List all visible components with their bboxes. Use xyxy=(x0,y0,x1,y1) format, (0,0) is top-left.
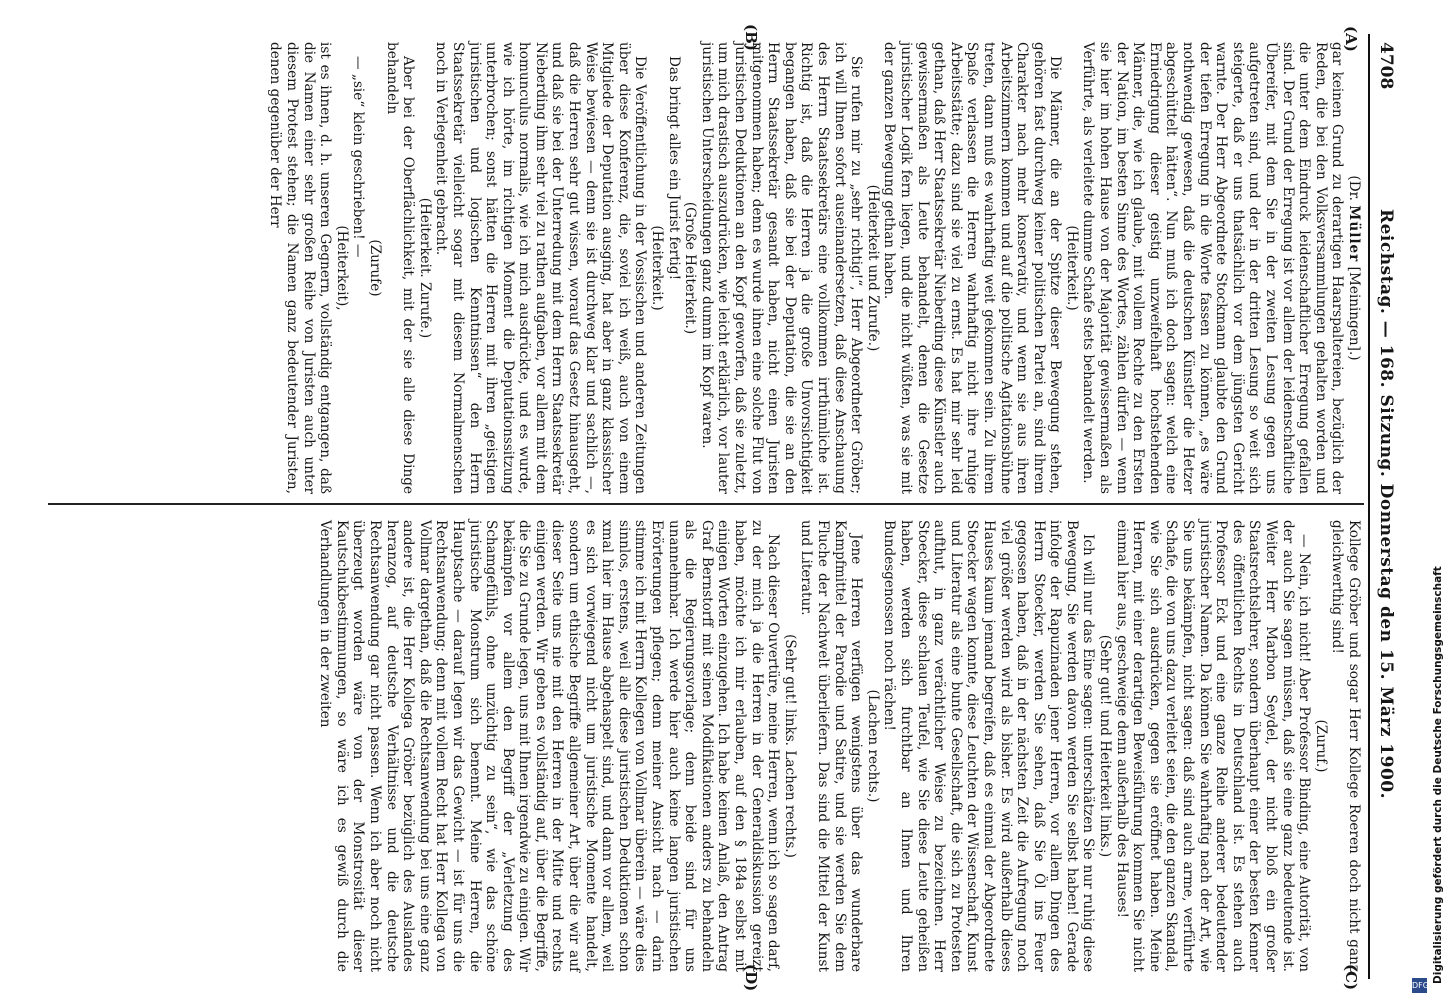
paragraph: — „sie“ klein geschrieben! — xyxy=(350,56,367,258)
remark: (Zurufe) xyxy=(366,239,383,297)
margin-letter-a: (A) xyxy=(1342,26,1360,52)
paragraph: Das bringt alles ein Jurist fertig! xyxy=(665,56,682,281)
remark: (Zuruf.) xyxy=(1312,719,1329,773)
paragraph: ist es ihnen, d. h. unseren Gegnern, vollständig entgangen, daß die Namen einer sehr großen Reihe von Juristen auch unter diesem Protest stehen; die Namen ganz bedeutender Juristen, denen gegenüber der Herr xyxy=(267,42,334,494)
remark: (Heiterkeit.) xyxy=(1063,225,1080,311)
paragraph: Sie rufen mir zu „sehr richtig!“, Herr Abgeordneter Gröber; ich will Ihnen sofort auseinandersetzen, daß diese Anschauung des Herrn Staatssekretärs eine vollkommen irrthümliche ist. Richtig ist, daß die Herren ja die große Unvorsichtigkeit begangen haben, daß sie bei der Deputation, die sie an den Herrn Staatssekretär gesandt haben, nicht einen Juristen mitgenommen haben; denn es wurde ihnen eine solche Flut von juristischen Deduktionen an den Kopf geworfen, daß sie zuletzt, um mich drastisch auszudrücken, wie leicht erklärlich, vor lauter juristischen Unterscheidungen ganz dumm im Kopf waren. xyxy=(698,42,865,494)
left-column xyxy=(52,42,1362,494)
paragraph: Ich will nur das Eine sagen: unterschätzen Sie nur ruhig diese Bewegung, Sie werden davon werden Sie selbst haben! Gerade infolge der Rapuzinaden jener Herren, vor allem Dingen des Herrn Stoecker, werden Sie sehen, daß Sie Öl ins Feuer gegossen haben, daß in der nächsten Zeit die Aufregung noch viel größer werden wird als bisher. Es wird außerhalb dieses Hauses kaum jemand begreifen, daß es einmal der Abgeordnete Stoecker wagen konnte, diese Leuchten der Wissenschaft, Kunst und Literatur als eine bunte Gesellschaft, die sich zu Protesten aufthut, in ganz verächtlicher Weise zu bezeichnen. Herr Stoecker, diese schlauen Teufel, wie Sie diese Leute geheißen haben, werden sich furchtbar an Ihnen und Ihren Bundesgenossen noch rächen! xyxy=(881,520,1097,972)
paragraph: Jene Herren verfügen wenigstens über das wunderbare Kampfmittel der Parodie und Satire, und sie werden Sie dem Fluche der Nachwelt überliefern. Das sind die Mittel der Kunst und Literatur. xyxy=(798,520,865,972)
paragraph: Kollege Gröber und sogar Herr Kollege Roeren doch nicht ganz gleichwerthig sind! xyxy=(1329,520,1362,972)
header-rule xyxy=(1368,34,1370,979)
remark: (Sehr gut! links. Lachen rechts.) xyxy=(781,634,798,858)
remark: (Große Heiterkeit.) xyxy=(682,201,699,335)
right-column xyxy=(52,520,1362,972)
speaker-line xyxy=(1345,42,1362,494)
speaker-name: Müller xyxy=(1346,205,1362,263)
paragraph: — Nein, ich nicht! Aber Professor Binding, eine Autorität, von der auch Sie sagen müssen, daß sie eine ganz bedeutende ist. Weiter Herr Marbon Seydel, der nicht bloß ein großer Staatsrechtslehrer, sondern überhaupt einer der besten Kenner des öffentlichen Rechts in Deutschland ist. Es stehen auch Professor Eck und eine ganze Reihe anderer bedeutender juristischer Namen. Da können Sie wahrhaftig nach der Art, wie Sie uns bekämpfen, nicht sagen: daß sind auch arme, verführte Schafe, die von uns dazu verleitet seien, die den ganzen Skandal, wie Sie sich ausdrücken, gegen sie eröffnet haben. Meine Herren, mit einer derartigen Beweisführung kommen Sie nicht einmal hier aus, geschweige denn außerhalb des Hauses! xyxy=(1113,520,1313,972)
margin-letter-d: (D) xyxy=(742,964,760,992)
paragraph: gar keinen Grund zu derartigen Haarspaltereien, bezüglich der Reden, die bei den Volksversammlungen gehalten worden und die unter dem Eindruck leidenschaftlicher Erregung gefallen sind. Der Grund der Erregung ist vor allem der leidenschaftliche Übereifer, mit dem Sie in der zweiten Lesung gegen uns aufgetreten sind, und der in der dritten Lesung so weit sich steigerte, daß er uns thatsächlich vor dem jüngsten Gericht warnte. Der Herr Abgeordnete Stockmann glaubte den Grund der tiefen Erregung in die Worte fassen zu können, „es wäre nothwendig gewesen, daß die deutschen Künstler die Hetzer abgeschüttelt hätten“. Nun muß ich doch sagen: welch eine Erniedrigung dieser geistig unzweifelhaft hochstehenden Männer, die, wie ich glaube, mit vollem Rechte zu den Ersten der Nation, im besten Sinne des Wortes, zählen dürfen — wenn sie hier im hohen Hause von der Majorität gewissermaßen als Verführte, als verleitete dumme Schafe stets behandelt werden. xyxy=(1080,42,1346,494)
page-header xyxy=(1370,24,1400,984)
column-rule xyxy=(48,503,1364,505)
credit-text-wrap xyxy=(1432,566,1444,1000)
margin-letter-c: (C) xyxy=(1342,964,1360,991)
digitization-credit xyxy=(1410,0,1444,1000)
page-number: 4708 xyxy=(1376,42,1396,90)
paragraph: Aber bei der Oberflächlichkeit, mit der sie alle diese Dinge behandeln xyxy=(383,42,417,494)
credit-text: Digitalisierung gefördert durch die Deutsche Forschungsgemeinschaft xyxy=(1432,566,1444,984)
paragraph: Die Männer, die an der Spitze dieser Bewegung stehen, gehören fast durchweg keiner politischen Partei an, sind ihrem Charakter nach mehr konservativ, und wenn sie aus ihren Arbeitszimmern kommen und auf die politische Agitationsbühne treten, dann muß es wahrhaftig weit gekommen sein. Zu ihrem Spaße verlassen die Herren wahrhaftig nicht ihre ruhige Arbeitsstätte; dazu sind sie viel zu ernst. Es hat mir sehr leid gethan, daß Herr Staatssekretär Nieberding diese Künstler auch gewissermaßen als Leute behandelt, denen die Gesetze juristischer Logik fern liegen, und die nicht wüßten, was sie mit der ganzen Bewegung gethan haben. xyxy=(881,42,1064,494)
running-title: Reichstag. — 168. Sitzung. Donnerstag den 15. März 1900. xyxy=(1376,208,1396,800)
rotated-document-page xyxy=(40,24,1400,992)
speaker-suffix: [Meiningen].) xyxy=(1346,266,1362,361)
remark: (Lachen rechts.) xyxy=(864,689,881,803)
paragraph: Nach dieser Ouvertüre, meine Herren, wenn ich so sagen darf, zu der mich ja die Herren in der Generaldiskussion gereizt haben, möchte ich mir erlauben, auf den § 184a selbst mit einigen Worten einzugehen. Ich habe keinen Anlaß, den Antrag Graf Bernstorff mit seinen Modifikationen anders zu behandeln als die Regierungsvorlage; denn beide sind für uns unannehmbar. Ich werde hier auch keine langen juristischen Erörterungen pflegen; denn meiner Ansicht nach — darin stimme ich mit Herrn Kollegen von Vollmar überein — wäre dies sinnlos, erstens, weil alle diese juristischen Deduktionen schon xmal hier im Hause abgehaspelt sind, und dann vor allem, weil es sich vorwiegend nicht um juristische Momente handelt, sondern um ethische Begriffe allgemeiner Art, über die wir auf dieser Seite uns nie mit den Herren in der Mitte und rechts einigen werden. Wir geben es vollständig auf, über die Begriffe, die Sie zu Grunde legen, uns mit Ihnen irgendwie zu einigen. Wir bekämpfen vor allem den Begriff der „Verletzung des Schamgefühls, ohne unzüchtig zu sein“, wie das schöne juristische Monstrum sich benennt. Meine Herren, die Hauptsache — darauf legen wir das Gewicht — ist für uns die Rechtsanwendung; denn mit vollem Recht hat Herr Kollega von Vollmar dargethan, daß die Rechtsanwendung bei uns eine ganz andere ist, die Herr Kollega Gröber bezüglich des Auslandes heranzog, auf deutsche Verhältnisse und die deutsche Rechtsanwendung gar nicht passen. Wenn ich aber noch nicht überzeugt worden wäre von der Monstrosität dieser Kautschukbestimmungen, so wäre ich es gewiß durch die Verhandlungen in der zweiten xyxy=(317,520,782,972)
paragraph: Die Veröffentlichung in der Vossischen und anderen Zeitungen über diese Konferenz, die, soviel ich weiß, auch von einem Mitgliede der Deputation ausging, hat aber in ganz klassischer Weise bewiesen — denn sie ist durchweg klar und sachlich —, daß die Herren sehr gut wissen, worauf das Gesetz hinausgeht, und daß sie bei der Unterredung mit dem Herrn Staatssekretär Nieberding ihm sehr viel zu rathen aufgaben, vor allem mit dem homunculus normalis, wie ich mich ausdrückte, und es wurde, wie ich hörte, im richtigen Moment die Deputationssitzung unterbrochen; sonst hätten die Herren mit ihren „geistigen juristischen und logischen Kenntnissen“ den Herrn Staatssekretär vielleicht sogar mit diesem Normalmenschen noch in Verlegenheit gebracht. xyxy=(433,42,649,494)
speaker-prefix: (Dr. xyxy=(1346,175,1362,201)
remark: (Heiterkeit), xyxy=(333,225,350,311)
remark: (Heiterkeit. Zurufe.) xyxy=(416,197,433,339)
margin-letter-b: (B) xyxy=(742,24,760,51)
dfg-logo-icon: DFG xyxy=(1412,978,1427,993)
remark: (Heiterkeit und Zurufe.) xyxy=(864,184,881,352)
remark: (Sehr gut! und Heiterkeit links.) xyxy=(1097,634,1114,858)
remark: (Heiterkeit.) xyxy=(649,225,666,311)
